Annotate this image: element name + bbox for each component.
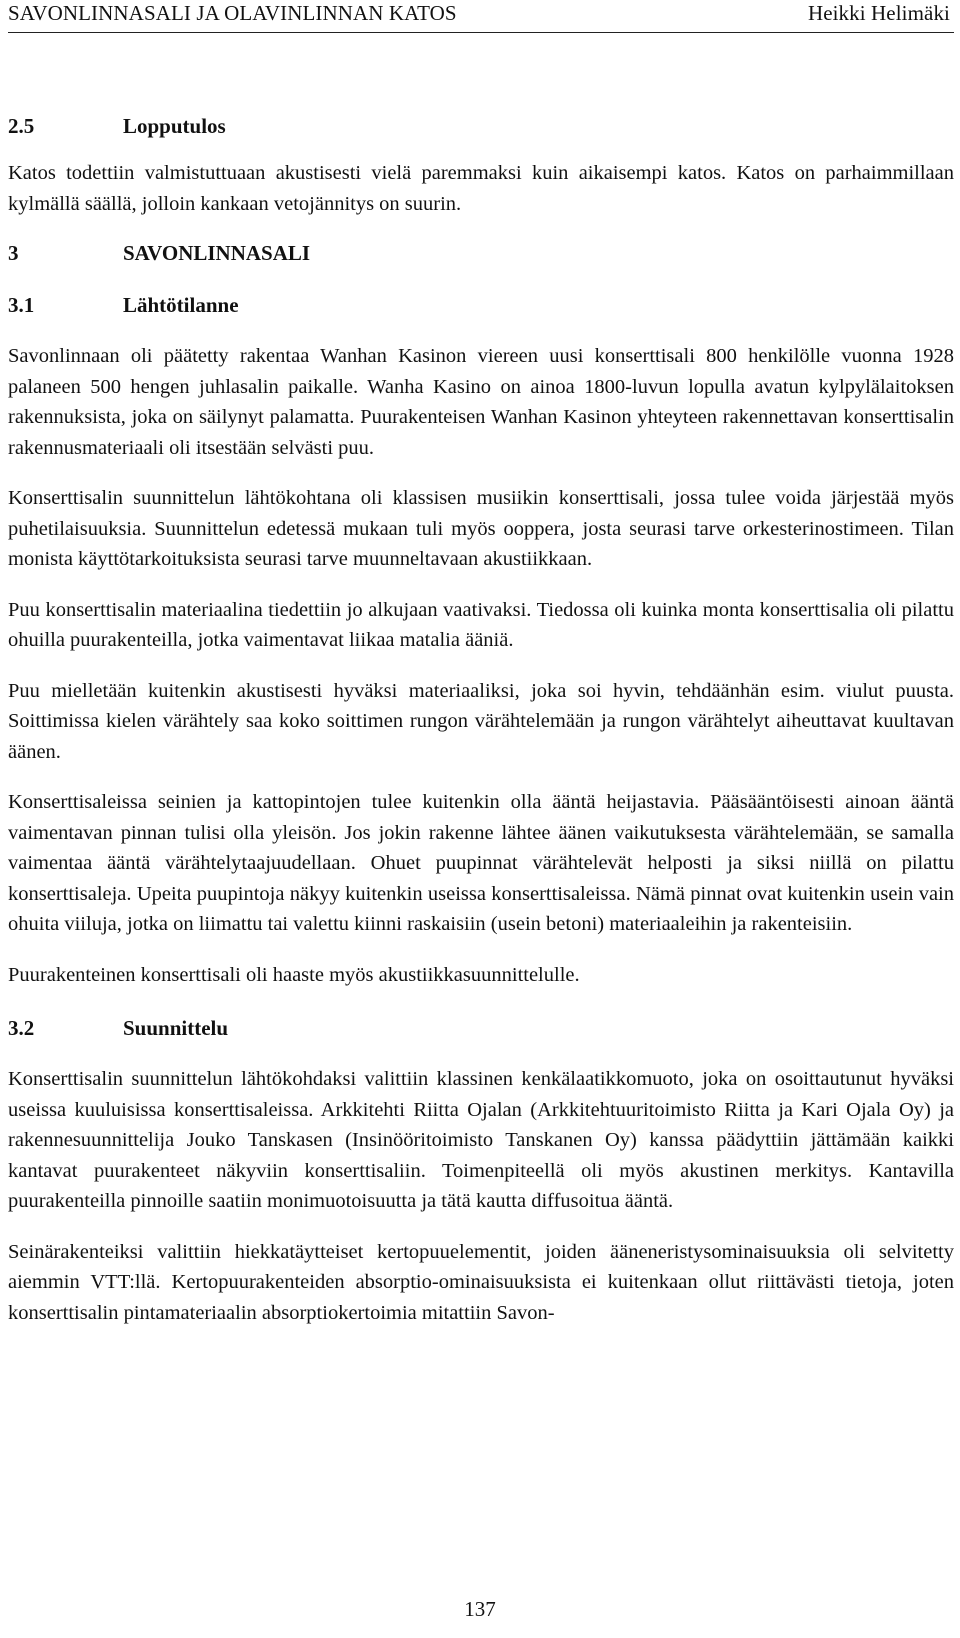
page-body [8, 112, 954, 1328]
section-title: Lähtötilanne [123, 293, 239, 317]
paragraph: Konserttisalin suunnittelun lähtökohdaksi valittiin klassinen kenkälaatikkomuoto, joka on osoittautunut hyväksi useissa kuuluisissa konserttisaleissa. Arkkitehti Riitta Ojalan (Arkkitehtuuritoimisto Riitta ja Kari Ojala Oy) ja rakennesuunnittelija Jouko Tanskasen (Insinööritoimisto Tanskanen Oy) kanssa päädyttiin jättämään kaikki kantavat puurakenteet näkyviin konserttisaliin. Toimenpiteellä oli myös akustinen merkitys. Kantavilla puurakenteilla pinnoille saatiin monimuotoisuutta ja tätä kautta diffusoitua ääntä. [8, 1068, 954, 1212]
section-heading-2-5 [8, 112, 954, 140]
section-title: Lopputulos [123, 114, 226, 138]
section-number: 3 [8, 241, 19, 265]
section-number: 3.1 [8, 293, 35, 317]
paragraph: Seinärakenteiksi valittiin hiekkatäytteiset kertopuuelementit, joiden ääneneristysominaisuuksia oli selvitetty aiemmin VTT:llä. Kertopuurakenteiden absorptio-ominaisuuksista ei kuitenkaan ollut riittävästi tietoja, joten konserttisalin pintamateriaalin absorptiokertoimia mitattiin Savon- [8, 1240, 954, 1324]
paragraph: Konserttisalin suunnittelun lähtökohtana oli klassisen musiikin konserttisali, jossa tulee voida järjestää myös puhetilaisuuksia. Suunnittelun edetessä mukaan tuli myös ooppera, josta seurasi tarve orkesterinostimeen. Tilan monista käyttötarkoituksista seurasi tarve muunneltavaan akustiikkaan. [8, 487, 954, 570]
header-title: SAVONLINNASALI JA OLAVINLINNAN KATOS [8, 1, 457, 25]
section-heading-3 [8, 239, 954, 267]
paragraph: Puurakenteinen konserttisali oli haaste myös akustiikkasuunnittelulle. [8, 963, 580, 986]
paragraph: Puu konserttisalin materiaalina tiedettiin jo alkujaan vaativaksi. Tiedossa oli kuinka monta konserttisalia oli pilattu ohuilla puurakenteilla, jotka vaimentavat liikaa matalia ääniä. [8, 598, 954, 651]
paragraph: Puu mielletään kuitenkin akustisesti hyväksi materiaaliksi, joka soi hyvin, tehdäänhän esim. viulut puusta. Soittimissa kielen värähtely saa koko soittimen rungon värähtelemään ja rungon värähtelyt aiheuttavat kuultavan äänen. [8, 679, 954, 763]
section-title: SAVONLINNASALI [123, 241, 311, 265]
paragraph: Savonlinnaan oli päätetty rakentaa Wanhan Kasinon viereen uusi konserttisali 800 henkilölle vuonna 1928 palaneen 500 hengen juhlasalin paikalle. Wanha Kasino on ainoa 1800-luvun lopulla avatun kylpylälaitoksen rakennuksista, joka on säilynyt palamatta. Puurakenteisen Wanhan Kasinon yhteyteen rakennettavan konserttisalin rakennusmateriaali oli itsestään selvästi puu. [8, 345, 954, 459]
header-author: Heikki Helimäki [807, 1, 950, 25]
section-heading-3-1 [8, 291, 954, 319]
page-number: 137 [464, 1597, 496, 1621]
running-header [8, 0, 954, 33]
section-number: 2.5 [8, 114, 35, 138]
paragraph: Konserttisaleissa seinien ja kattopintojen tulee kuitenkin olla ääntä heijastavia. Pääsääntöisesti ainoan ääntä vaimentavan pinnan tulisi olla yleisön. Jos jokin rakenne lähtee äänen vaikutuksesta värähtelemään, se samalla vaimentaa ääntä värähtelytaajuudellaan. Ohuet puupinnat värähtelevät helposti ja siksi niillä on pilattu konserttisaleja. Upeita puupintoja näkyy kuitenkin useissa konserttisaleissa. Nämä pinnat ovat kuitenkin usein vain ohuita viiluja, jotka on liimattu tai valettu kiinni raskaisiin (usein betoni) materiaaleihin ja rakenteisiin. [8, 791, 954, 935]
paragraph: Katos todettiin valmistuttuaan akustisesti vielä paremmaksi kuin aikaisempi katos. Katos on parhaimmillaan kylmällä säällä, jolloin kankaan vetojännitys on suurin. [8, 162, 954, 215]
section-heading-3-2 [8, 1014, 954, 1042]
section-number: 3.2 [8, 1016, 35, 1040]
section-title: Suunnittelu [123, 1016, 229, 1040]
